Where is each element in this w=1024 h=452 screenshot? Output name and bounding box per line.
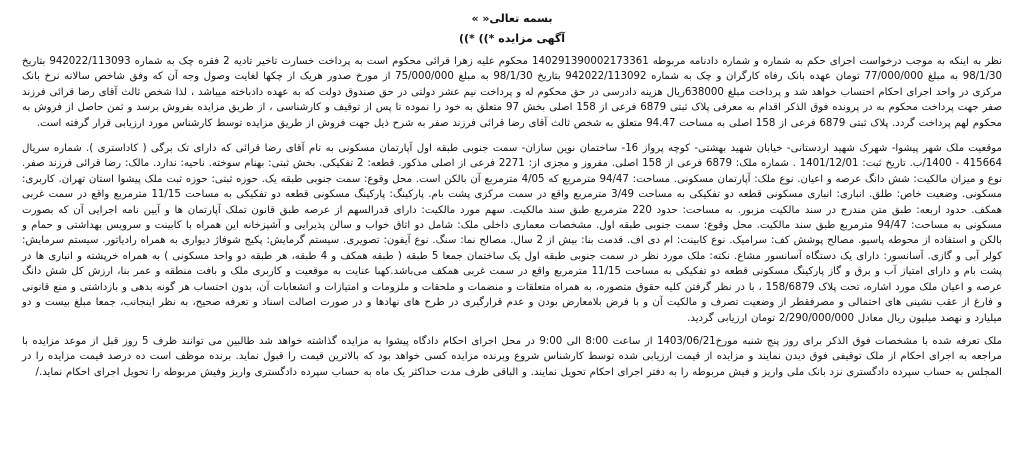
notice-paragraph-property-details: موقعیت ملک شهر پیشوا- شهرک شهید اردستانی- خیابان شهید بهشتی- کوچه پرواز 16- ساختمان نوین سازان- سمت جنوبی طبقه اول آپارتمان مسکونی به نام آقای رضا قرائی که دارای تک برگی ( کاداستری ). شماره سریال 415664 - 1400/ب. تاریخ ثبت: 1401/12/01 . شماره ملک: 6879 فرعی از 158 اصلی. مفروز و مجزی از: 2271 فرعی از اصلی مذکور. قطعه: 2 تفکیکی. بخش ثبتی: بهنام سوخته. ناحیه: ندارد. مالک: رضا قرائی فرزند صفر. نوع و میزان مالکیت: شش دانگ عرصه و اعیان. نوع ملک: آپارتمان مسکونی. مساحت: 94/47 مترمربع که 4/05 مترمربع آن بالکن است. محل وقوع: سمت جنوبی طبقه یک. حوزه ثبتی: حوزه ثبت ملک پیشوا استان تهران. کاربری: مسکونی. وضعیت خاص: طلق. انباری: انباری مسکونی قطعه دو تفکیکی به مساحت 3/49 مترمربع واقع در سمت مرکزی پشت بام. پارکینگ: پارکینگ مسکونی قطعه دو تفکیکی به مساحت 11/15 مترمربع واقع در سمت غربی همکف. حدود اربعه: طبق متن مندرج در سند مالکیت مزبور. به مساحت: حدود 220 مترمربع طبق سند مالکیت. سهم مورد مالکیت: دارای قدرالسهم از عرصه طبق قانون تملک آپارتمان ها و آیین نامه اجرایی آن که بصورت مسکونی به مساحت: 94/47 مترمربع طبق سند مالکیت. محل وقوع: سمت جنوبی طبقه اول. مشخصات معماری داخلی ملک: شامل دو اتاق خواب و سالن پذیرایی و آشپزخانه این همراه با کابینت و سرویس بهداشتی و حمام و بالکن و استفاده از محوطه پاسیو. مصالح پوشش کف: سرامیک. نوع کابینت: ام دی اف. قدمت بنا: بیش از 2 سال. مصالح نما: سنگ. نوع آیفون: تصویری. سیستم گرمایش: پکیج شوفاژ دیواری به همراه رادیاتور. سیستم سرمایش: کولر آبی و گازی. آسانسور: دارای یک دستگاه آسانسور مشاع. نکته: ملک مورد نظر در سمت جنوبی طبقه اول یک ساختمان جمعا 5 طبقه ( طبقه همکف و 4 طبقه، هر طبقه دو واحد مسکونی ) به همراه خرپشته و انباری ها در پشت بام و دارای امتیاز آب و برق و گاز پارکینگ مسکونی قطعه دو تفکیکی به مساحت 11/15 مترمربع واقع در سمت غربی همکف می‌باشد.کهبا عنایت به موقعیت و کاربری ملک و بافت منطقه و عمر بنا، ارزش کل شش دانگ عرصه و اعیان ملک مورد اشاره، تحت پلاک 158/6879 ، با در نظر گرفتن کلیه حقوق متصوره، به همراه متعلقات و منضمات و ملحقات و ملزومات و امتیازات و انشعابات آن، بدون احتساب هر گونه بدهی و بازداشتی و منع قانونی و فارغ از عقب نشینی های احتمالی و مصرفقطر از وضعیت تصرف و مالکیت آن و با فرض بلامعارض بودن و عدم قرارگیری در طرح های نهادها و در صورت اصالت اسناد و تعرفه صحیح، به نظر اینجانب، جمعا مبلغ بیست و دو میلیارد و نهصد میلیون ریال معادل 2/290/000/000 تومان ارزیابی گردید. (22, 143, 1003, 324)
notice-paragraph-intro: نظر به اینکه به موجب درخواست اجرای حکم به شماره و شماره دادنامه مربوطه 140291390002173361 محکوم علیه زهرا قرائی محکوم است به پرداخت خسارت تاخیر تادیه 2 فقره چک به شماره 942022/113093 بتاریخ 98/1/30 به مبلغ 77/000/000 تومان عهده بانک رفاه کارگران و چک به شماره 942022/113092 بتاریخ 98/1/30 به مبلغ 75/000/000 از مورخ صدور هریک از چکها لغایت وصول وجه آن که وفق شاخص سالانه نرخ بانک مرکزی در واحد اجرای احکام احتساب خواهد شد و پرداخت مبلغ 638000ریال هزینه دادرسی در حق محکوم له و پرداخت نیم عشر دولتی در حق صندوق دولت که به عهده دادباخته میباشد ، لذا شخص ثالث آقای رضا قرائی فرزند صفر جهت پرداخت محکوم به در پرونده فوق الذکر اقدام به معرفی پلاک ثبتی 6879 فرعی از 158 اصلی بخش 97 متعلق به خود را نموده تا پس از توقیف و کارشناسی ، از طریق مزایده بفروش برسد و ثمن حاصل از فروش به محکوم لهم پرداخت گردد. پلاک ثبتی 6879 فرعی از 158 اصلی به مساحت 94.47 متعلق به شخص ثالث آقای رضا قرائی فرزند صفر به شرح ذیل جهت فروش از طریق مزایده توسط کارشناس مورد ارزیابی قرار گرفته است. (22, 56, 1002, 129)
notice-title: آگهی مزایده *)) *)) (458, 32, 566, 45)
basmala-heading: بسمه تعالی« » (471, 12, 553, 25)
notice-paragraph-auction-terms: ملک تعرفه شده با مشخصات فوق الذکر برای روز پنج شنبه مورخ1403/06/21 از ساعت 8:00 الی 9:00 در محل اجرای احکام دادگاه پیشوا به مزایده گذاشته خواهد شد طالبین می توانند ظرف 5 روز قبل از موعد مزایده با مراجعه به اجرای احکام از ملک توقیفی فوق دیدن نمایند و مزایده از قیمت ارزیابی شده توسط کارشناس شروع وبرنده مزایده کسی خواهد بود که بالاترین قیمت را قبول نماید. برنده موظف است ده درصد قیمت مزایده را در المجلس به حساب سپرده دادگستری نزد بانک ملی واریز و فیش مربوطه را به دفتر اجرای احکام تحویل نمایند. و الباقی ظرف مدت حداکثر یک ماه به حساب سپرده دادگستری واریز وفیش مربوطه را تحویل اجرای احکام نماید./ (22, 335, 1003, 378)
